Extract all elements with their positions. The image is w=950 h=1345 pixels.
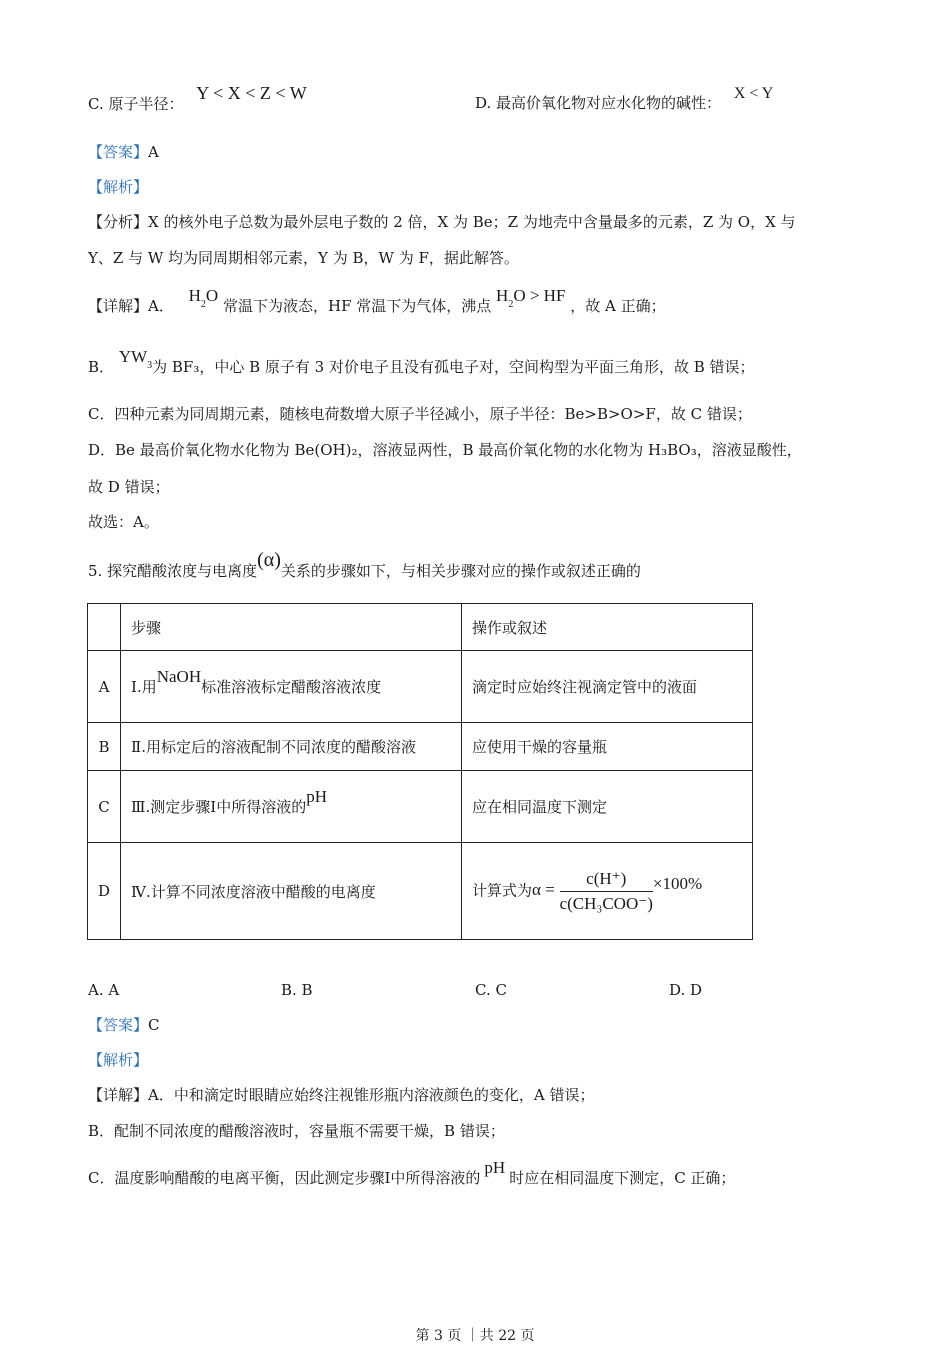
detail2-c-post: 时应在相同温度下测定，C 正确；	[509, 1169, 736, 1187]
table-header-row	[88, 604, 753, 651]
detail-b-text: 为 BF₃，中心 B 原子有 3 对价电子且没有孤电子对，空间构型为平面三角形，故 B 错误；	[152, 358, 755, 376]
detail2-a-text: A．中和滴定时眼睛应始终注视锥形瓶内溶液颜色的变化，A 错误；	[148, 1086, 595, 1104]
row-key: D	[88, 843, 121, 940]
detail2-b-line: B．配制不同浓度的醋酸溶液时，容量瓶不需要干燥，B 错误；	[88, 1122, 505, 1140]
row-op: 应在相同温度下测定	[462, 771, 753, 843]
steps-table	[87, 603, 753, 940]
step-pre: Ⅰ.用	[131, 678, 157, 696]
yw3-sub: 3	[147, 360, 153, 371]
detail-b-line	[88, 347, 755, 380]
header-cell-key	[88, 604, 121, 651]
option-d-line	[475, 85, 774, 114]
answer-value: A	[148, 143, 159, 161]
row-key: A	[88, 651, 121, 723]
row-op: 滴定时应始终注视滴定管中的液面	[462, 651, 753, 723]
choose-line: 故选：A。	[88, 513, 159, 531]
alpha-symbol: (α)	[257, 549, 281, 571]
detail-a-prefix: A．	[148, 297, 174, 315]
expr-h: H	[496, 286, 509, 305]
header-cell-step: 步骤	[121, 604, 462, 651]
fenxi-line-2: Y、Z 与 W 均为同周期相邻元素，Y 为 B，W 为 F，据此解答。	[88, 249, 519, 267]
fenxi-text-1: X 的核外电子总数为最外层电子数的 2 倍，X 为 Be；Z 为地壳中含量最多的元素，Z 为 O，X 与	[148, 213, 796, 231]
fraction-denominator: c(CH₃COO⁻)	[559, 893, 653, 913]
option-c-label: C. 原子半径：	[88, 95, 184, 113]
detail-c-line: C．四种元素为同周期元素，随核电荷数增大原子半径减小，原子半径：Be>B>O>F，故 C 错误；	[88, 405, 752, 423]
naoh-formula: NaOH	[156, 667, 202, 686]
option-d-label: D. 最高价氧化物对应水化物的碱性：	[475, 94, 722, 112]
option-c-line	[88, 83, 307, 114]
fraction-numerator: c(H⁺)	[560, 869, 653, 892]
fenxi-line-1	[88, 212, 796, 232]
row-step: Ⅳ.计算不同浓度溶液中醋酸的电离度	[121, 843, 462, 940]
detail-d-line-2: 故 D 错误；	[88, 478, 170, 496]
choice-a: A. A	[88, 981, 120, 999]
formula-tail: ×100%	[652, 874, 703, 893]
answer-tag-2: 【答案】	[88, 1016, 149, 1034]
answer-line	[88, 142, 159, 162]
choice-c: C. C	[475, 981, 507, 999]
question-5-post: 关系的步骤如下，与相关步骤对应的操作或叙述正确的	[280, 562, 641, 580]
answer-tag: 【答案】	[88, 143, 149, 161]
ph-symbol-2: pH	[484, 1158, 506, 1177]
boiling-point-expr	[496, 286, 566, 310]
h2o-sub: 2	[200, 299, 206, 310]
row-key: C	[88, 771, 121, 843]
formula-lhs: α =	[532, 880, 555, 899]
detail-a-line	[88, 286, 666, 319]
choice-b: B. B	[281, 981, 313, 999]
fenxi-tag: 【分析】	[88, 213, 149, 231]
formula-prefix: 计算式为	[472, 881, 533, 899]
detail-a-text-1: 常温下为液态，HF 常温下为气体，沸点	[222, 297, 492, 315]
table-row	[88, 723, 753, 771]
row-op	[462, 843, 753, 940]
answer-value-2: C	[148, 1016, 160, 1034]
analysis-tag: 【解析】	[88, 178, 149, 196]
option-d-expr: X < Y	[733, 85, 774, 102]
ionization-fraction	[560, 869, 653, 914]
detail-tag-2: 【详解】	[88, 1086, 149, 1104]
option-c-expr: Y < X < Z < W	[196, 83, 307, 103]
h2o-formula	[188, 286, 219, 310]
question-5	[88, 549, 641, 581]
row-op: 应使用干燥的容量瓶	[462, 723, 753, 771]
detail2-a-line	[88, 1085, 594, 1105]
detail-a-text-2: ，故 A 正确；	[570, 297, 666, 315]
detail-tag: 【详解】	[88, 297, 149, 315]
answer-line-2	[88, 1015, 160, 1035]
expr-tail: O > HF	[513, 286, 566, 305]
row-step	[121, 771, 462, 843]
h2o-h: H	[188, 286, 201, 305]
row-step: Ⅱ.用标定后的溶液配制不同浓度的醋酸溶液	[121, 723, 462, 771]
detail2-c-line	[88, 1158, 736, 1188]
row-step	[121, 651, 462, 723]
step-pre: Ⅲ.测定步骤Ⅰ中所得溶液的	[131, 798, 307, 816]
header-cell-op: 操作或叙述	[462, 604, 753, 651]
table-row	[88, 771, 753, 843]
yw3-formula	[118, 347, 153, 371]
detail-d-line-1: D．Be 最高价氧化物水化物为 Be(OH)₂，溶液显两性，B 最高价氧化物的水化物为 H₃BO₃，溶液显酸性，	[88, 441, 802, 459]
detail2-c-pre: C．温度影响醋酸的电离平衡，因此测定步骤Ⅰ中所得溶液的	[88, 1169, 481, 1187]
h2o-o: O	[205, 286, 219, 305]
choice-d: D. D	[669, 981, 703, 999]
yw3-base: YW	[118, 347, 148, 366]
table-row	[88, 843, 753, 940]
row-key: B	[88, 723, 121, 771]
detail-b-prefix: B．	[88, 358, 115, 376]
page-footer: 第 3 页 ｜共 22 页	[415, 1328, 535, 1344]
ph-symbol: pH	[306, 787, 327, 806]
analysis-tag-2: 【解析】	[88, 1051, 149, 1069]
expr-sub: 2	[508, 299, 514, 310]
step-post: 标准溶液标定醋酸溶液浓度	[201, 678, 382, 696]
table-row	[88, 651, 753, 723]
question-5-pre: 5. 探究醋酸浓度与电离度	[88, 562, 258, 580]
